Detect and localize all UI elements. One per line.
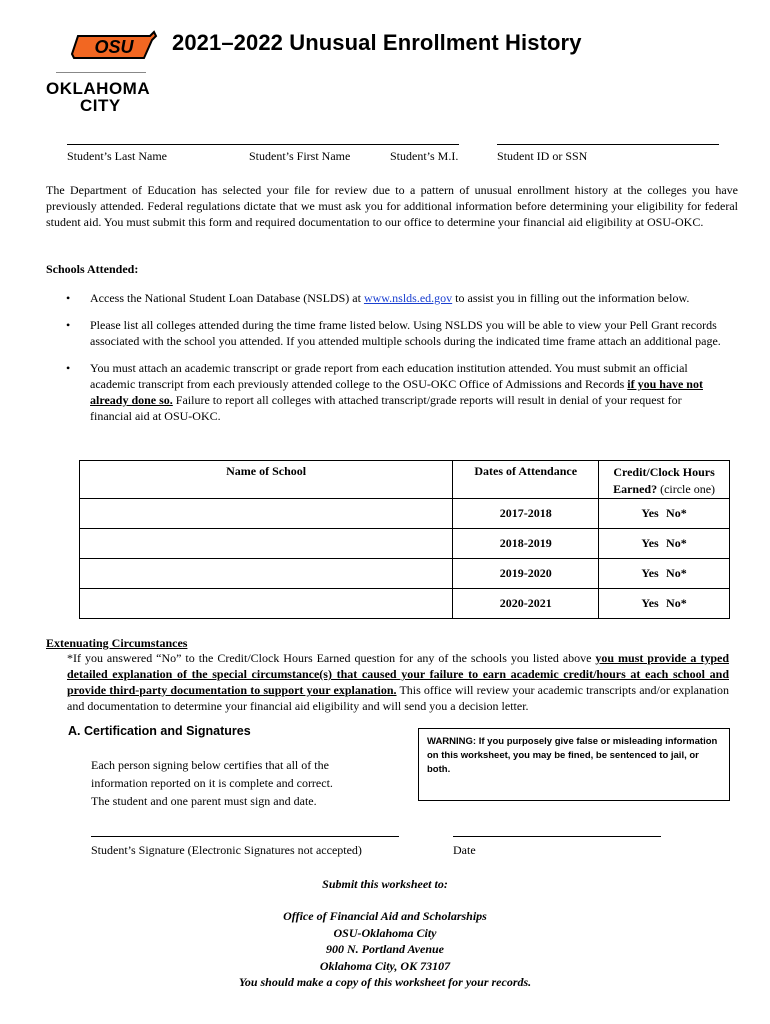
extenuating-heading: Extenuating Circumstances [46, 636, 188, 650]
mi-label: Student’s M.I. [390, 149, 459, 163]
date-line[interactable] [453, 836, 661, 837]
first-name-label: Student’s First Name [249, 149, 351, 163]
credit-cell[interactable]: Yes No* [599, 499, 730, 529]
signature-line[interactable] [91, 836, 399, 837]
school-name-cell[interactable] [80, 589, 453, 619]
col-school-header: Name of School [80, 461, 453, 499]
credit-cell[interactable]: Yes No* [599, 589, 730, 619]
table-row [80, 499, 730, 529]
table-row [80, 529, 730, 559]
date-label: Date [453, 843, 476, 857]
submit-address: Office of Financial Aid and Scholarships OSU-Oklahoma City 900 N. Portland Avenue Oklahoma City, OK 73107 You should make a copy of this worksheet for your records. [238, 909, 532, 989]
col-credit-header: Credit/Clock Hours Earned? (circle one) [599, 461, 730, 499]
dates-cell: 2017-2018 [453, 499, 599, 529]
col-dates-header: Dates of Attendance [453, 461, 599, 499]
intro-paragraph: The Department of Education has selected your file for review due to a pattern of unusual enrollment history at the colleges you have previously attended. Federal regulations dictate that we must ask you for additional information before determining your eligibility for federal student aid. You must submit this form and required documentation to our office to determine your financial aid eligibility at OSU-OKC. [46, 183, 738, 229]
credit-cell[interactable]: Yes No* [599, 559, 730, 589]
student-id-line[interactable] [497, 144, 719, 145]
warning-box: WARNING: If you purposely give false or misleading information on this worksheet, you may be fined, be sentenced to jail, or both. [418, 728, 730, 801]
certification-text: Each person signing below certifies that all of the information reported on it is complete and correct. The student and one parent must sign and date. [91, 758, 333, 808]
dates-cell: 2020-2021 [453, 589, 599, 619]
credit-cell[interactable]: Yes No* [599, 529, 730, 559]
svg-text:OSU: OSU [94, 37, 134, 57]
osu-logo-mark [68, 30, 158, 62]
list-item: • Please list all colleges attended during the time frame listed below. Using NSLDS you will be able to view your Pell Grant records associated with the school you attended. If you attended multiple schools during the indicated time frame attach an additional page. [66, 318, 721, 348]
school-name-cell[interactable] [80, 559, 453, 589]
student-id-label: Student ID or SSN [497, 149, 588, 163]
schools-heading: Schools Attended: [46, 262, 139, 276]
signature-label: Student’s Signature (Electronic Signatures not accepted) [91, 843, 362, 857]
certification-heading: A. Certification and Signatures [68, 724, 251, 738]
nslds-link[interactable]: www.nslds.ed.gov [363, 291, 453, 305]
student-name-line[interactable] [67, 144, 459, 145]
school-name-cell[interactable] [80, 499, 453, 529]
logo-oklahoma: OKLAHOMA [46, 79, 151, 98]
logo-city: CITY [80, 96, 121, 115]
list-item: • Access the National Student Loan Database (NSLDS) at www.nslds.ed.gov to assist you in filling out the information below. [66, 291, 690, 305]
page-title: 2021–2022 Unusual Enrollment History [172, 30, 582, 55]
schools-table [79, 460, 730, 619]
osu-okc-logo [46, 30, 158, 120]
table-row [80, 589, 730, 619]
instructions-list [46, 290, 726, 435]
dates-cell: 2018-2019 [453, 529, 599, 559]
school-name-cell[interactable] [80, 529, 453, 559]
table-row [80, 559, 730, 589]
submit-heading: Submit this worksheet to: [322, 877, 448, 891]
list-item: • You must attach an academic transcript or grade report from each education institution attended. You must submit an official academic transcript from each previously attended college to the OSU-OKC Office of Admissions and Records if you have not already done so. Failure to report all colleges with attached transcript/grade reports will result in denial of your request for financial aid at OSU-OKC. [66, 361, 703, 423]
extenuating-paragraph: *If you answered “No” to the Credit/Clock Hours Earned question for any of the schools you listed above you must provide a typed detailed explanation of the special circumstance(s) that caused your failure to earn academic credit/hours at each school and provide third-party documentation to support your explanation. This office will review your academic transcripts and/or explanation and documentation to determine your financial aid eligibility and will send you a decision letter. [67, 651, 730, 713]
dates-cell: 2019-2020 [453, 559, 599, 589]
last-name-label: Student’s Last Name [67, 149, 167, 163]
